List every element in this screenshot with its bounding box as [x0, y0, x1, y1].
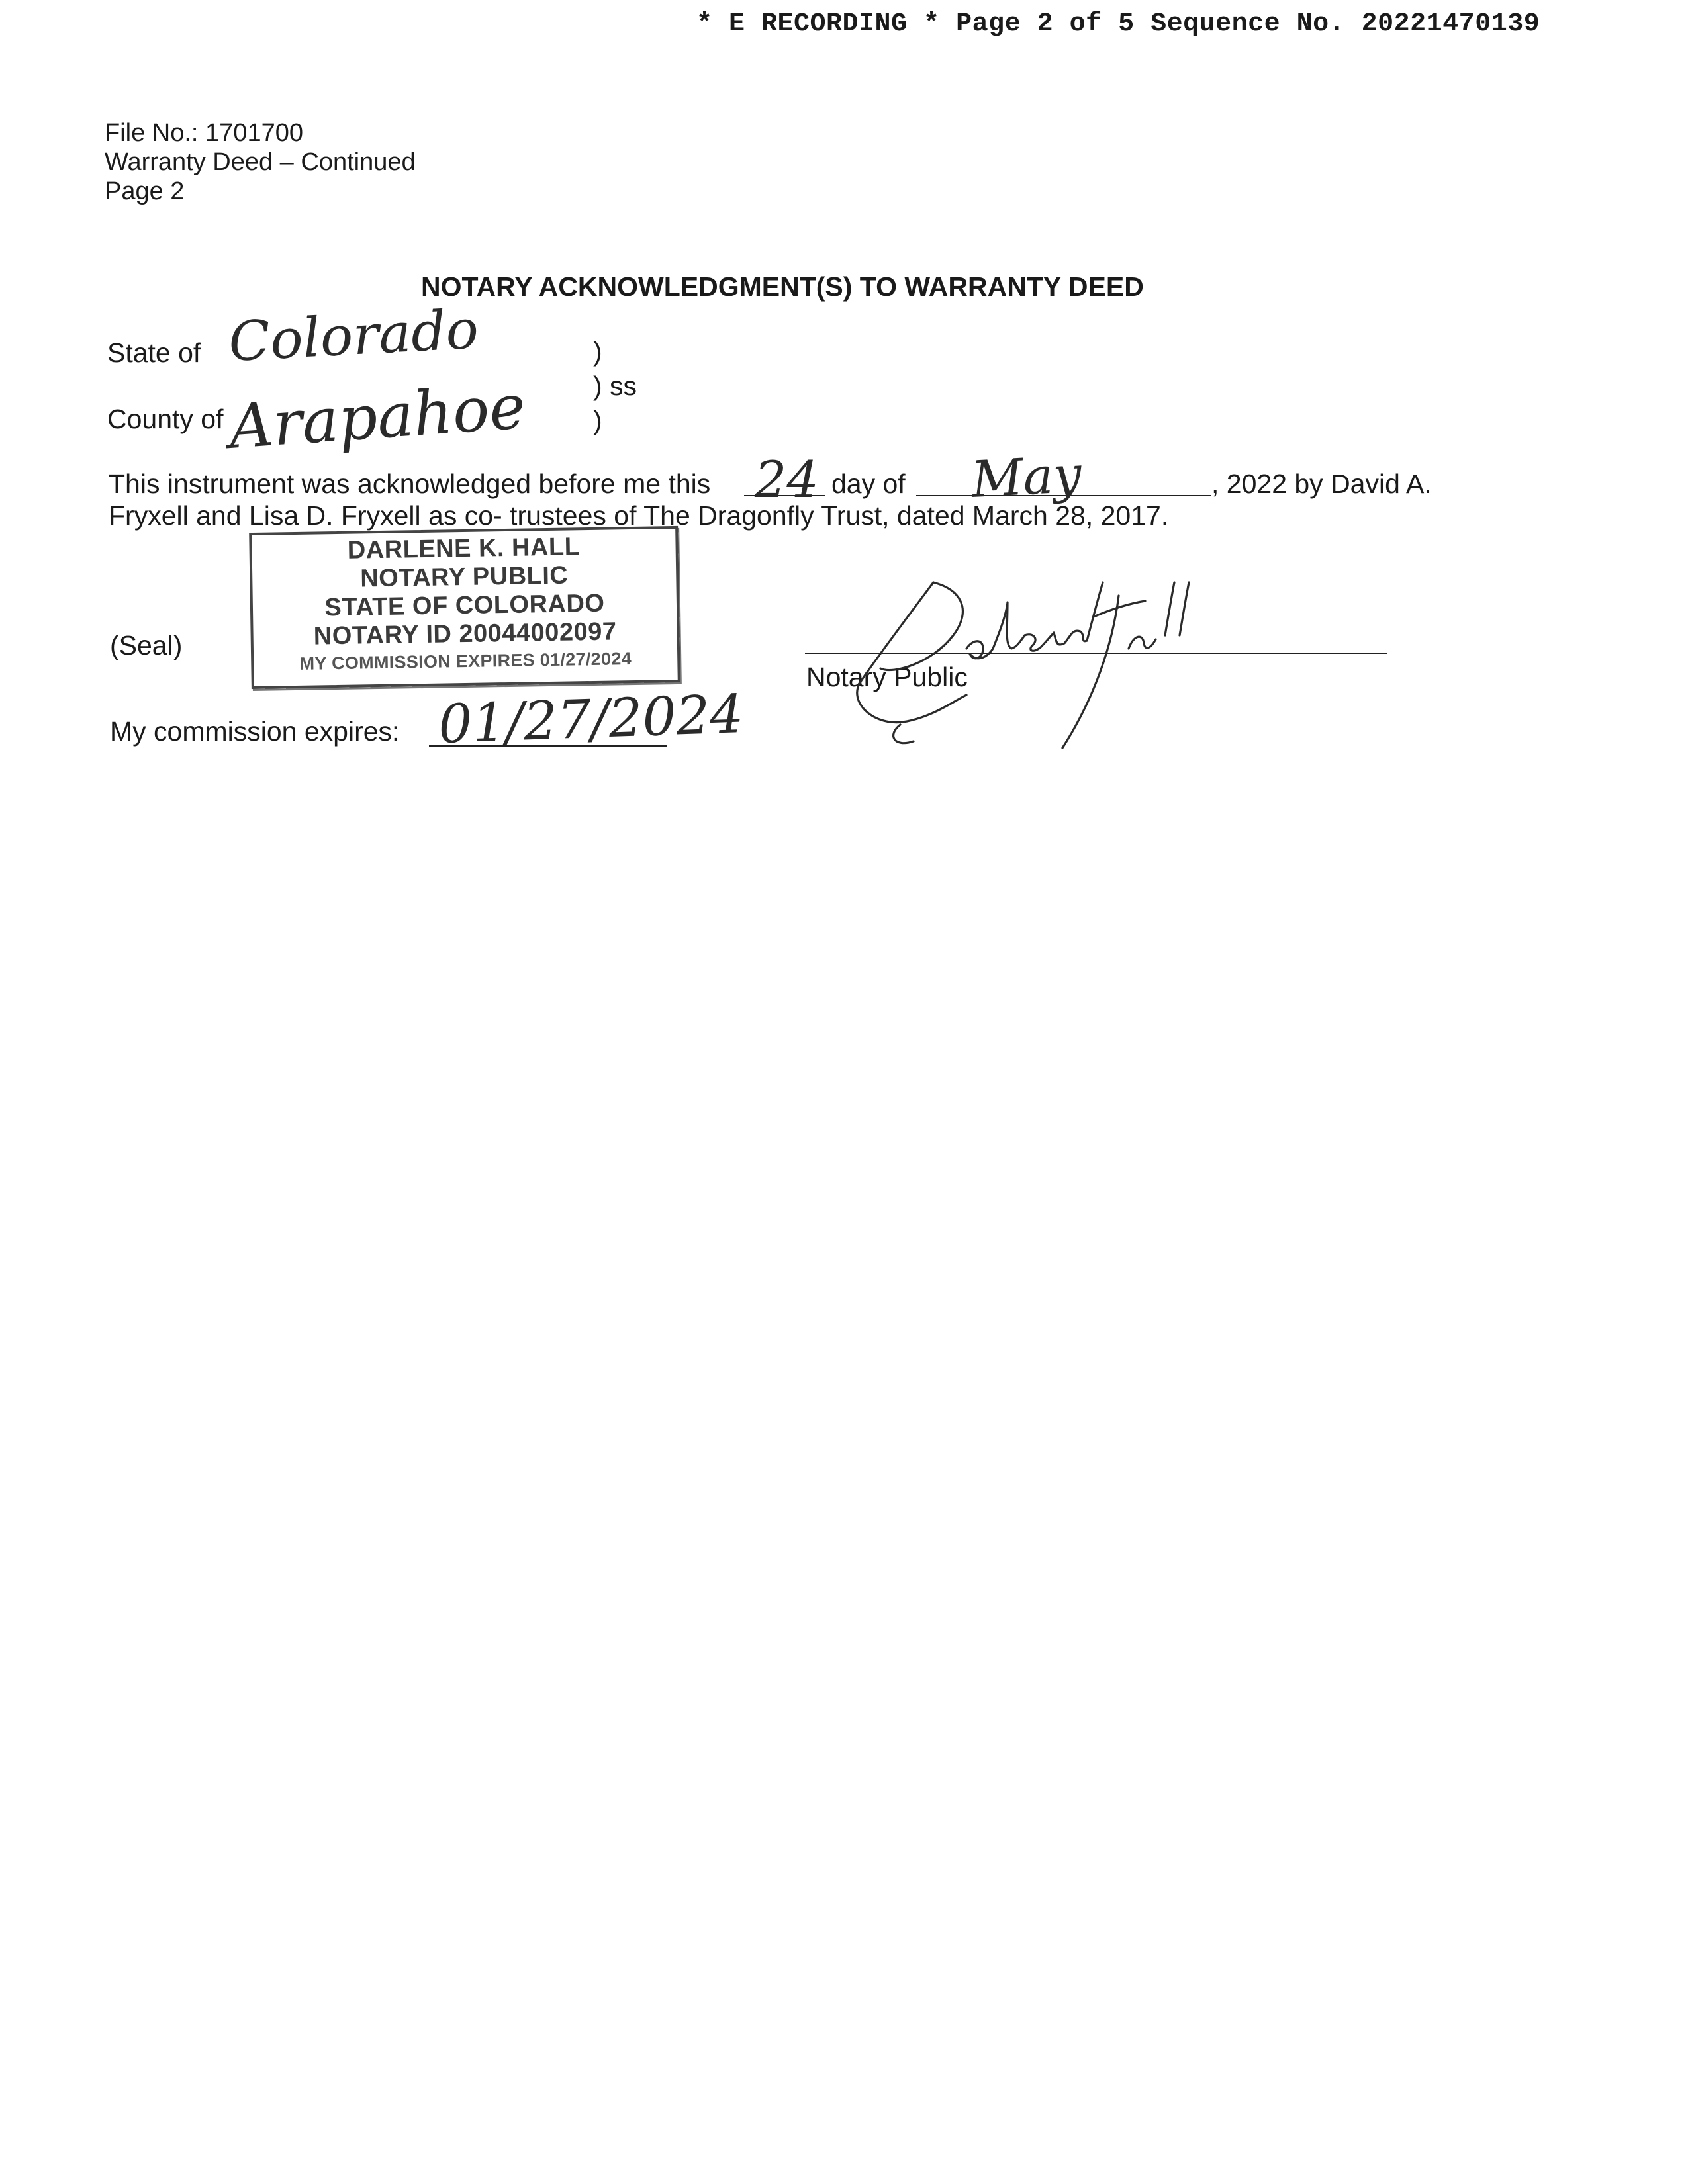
venue-paren-bottom: ) [593, 405, 602, 435]
notary-stamp [249, 526, 680, 689]
seal-label: (Seal) [110, 630, 183, 660]
acknowledgment-text-start: This instrument was acknowledged before me this [109, 469, 711, 499]
file-number: File No.: 1701700 [105, 119, 303, 147]
stamp-commission-expires: MY COMMISSION EXPIRES 01/27/2024 [299, 649, 632, 674]
county-value-handwritten: Arapahoe [226, 371, 528, 463]
document-title: NOTARY ACKNOWLEDGMENT(S) TO WARRANTY DEED [421, 271, 1144, 302]
notary-public-label: Notary Public [806, 662, 968, 692]
venue-paren-top: ) [593, 336, 602, 367]
day-value-handwritten: 24 [755, 450, 819, 509]
acknowledgment-text-day-of: day of [831, 469, 906, 499]
month-value-handwritten: May [970, 444, 1083, 509]
stamp-notary-name: DARLENE K. HALL [347, 533, 581, 565]
notary-signature [834, 569, 1205, 754]
page-number: Page 2 [105, 177, 185, 205]
commission-expires-label: My commission expires: [110, 716, 400, 747]
document-type: Warranty Deed – Continued [105, 148, 416, 176]
commission-expires-value-handwritten: 01/27/2024 [437, 682, 745, 755]
venue-paren-ss: ) ss [593, 371, 637, 401]
state-value-handwritten: Colorado [227, 298, 481, 374]
state-label: State of [107, 338, 201, 368]
acknowledgment-text-line2: Fryxell and Lisa D. Fryxell as co- trustees of The Dragonfly Trust, dated March 28, 2017. [109, 500, 1169, 531]
stamp-notary-id: NOTARY ID 20044002097 [313, 617, 617, 651]
stamp-notary-role: NOTARY PUBLIC [359, 561, 569, 593]
stamp-state: STATE OF COLORADO [324, 589, 605, 622]
recording-header: * E RECORDING * Page 2 of 5 Sequence No. 20221470139 [696, 9, 1540, 39]
acknowledgment-text-year: , 2022 by David A. [1211, 469, 1432, 499]
county-label: County of [107, 404, 224, 434]
